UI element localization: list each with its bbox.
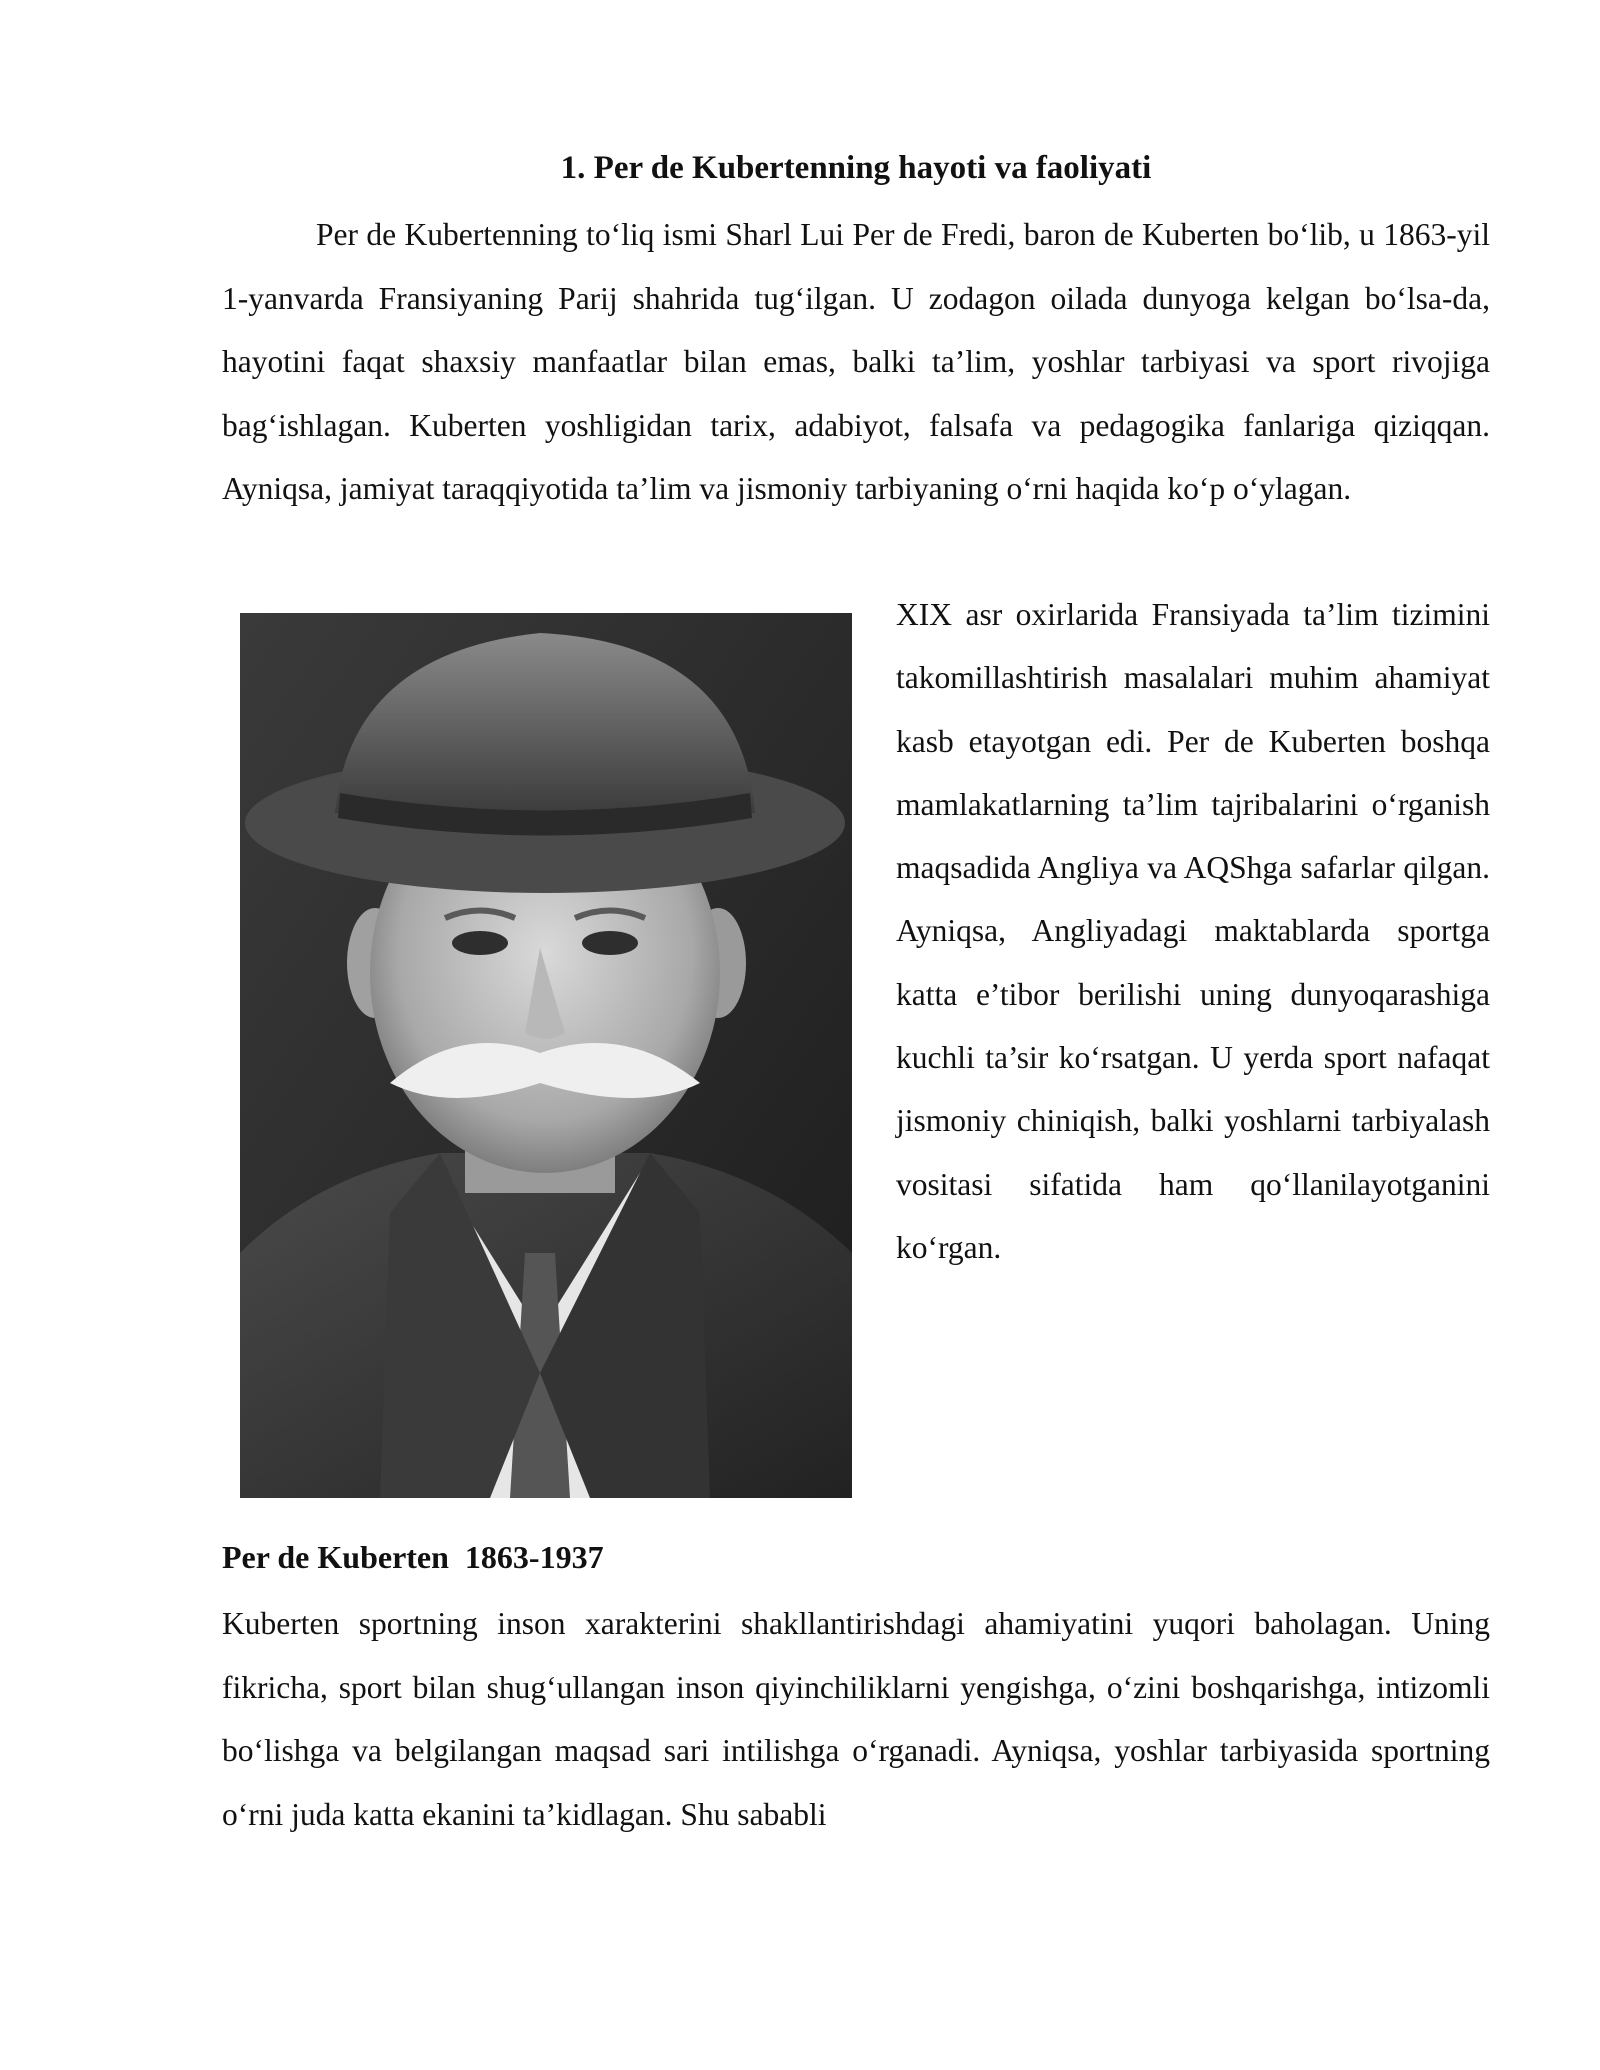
side-paragraph: XIX asr oxirlarida Fransiyada ta’lim tizimini takomillashtirish masalalari muhim ahamiyat kasb etayotgan edi. Per de Kuberten boshqa mamlakatlarning ta’lim tajribalarini o‘rganish maqsadida Angliya va AQShga safarlar qilgan. Ayniqsa, Angliyadagi maktablarda sportga katta e’tibor berilishi uning dunyoqarashiga kuchli ta’sir ko‘rsatgan. U yerda sport nafaqat jismoniy chiniqish, balki yoshlarni tarbiyalash vositasi sifatida ham qo‘llanilayotganini ko‘rgan. (896, 597, 1490, 1265)
body-paragraph: Kuberten sportning inson xarakterini shakllantirishdagi ahamiyatini yuqori baholagan. Uning fikricha, sport bilan shug‘ullangan inson qiyinchiliklarni yengishga, o‘zini boshqarishga, intizomli bo‘lishga va belgilangan maqsad sari intilishga o‘rganadi. Ayniqsa, yoshlar tarbiyasida sportning o‘rni juda katta ekanini ta’kidlagan. Shu sababli (222, 1606, 1490, 1832)
intro-paragraph: Per de Kubertenning to‘liq ismi Sharl Lui Per de Fredi, baron de Kuberten bo‘lib, u 1863-yil 1-yanvarda Fransiyaning Parij shahrida tug‘ilgan. U zodagon oilada dunyoga kelgan bo‘lsa-da, hayotini faqat shaxsiy manfaatlar bilan emas, balki ta’lim, yoshlar tarbiyasi va sport rivojiga bag‘ishlagan. Kuberten yoshligidan tarix, adabiyot, falsafa va pedagogika fanlariga qiziqqan. Ayniqsa, jamiyat taraqqiyotida ta’lim va jismoniy tarbiyaning o‘rni haqida ko‘p o‘ylagan. (222, 217, 1490, 506)
photo-caption: Per de Kuberten 1863-1937 (222, 1539, 604, 1575)
portrait-photo (240, 613, 852, 1498)
section-heading: 1. Per de Kubertenning hayoti va faoliyati (560, 150, 1152, 186)
